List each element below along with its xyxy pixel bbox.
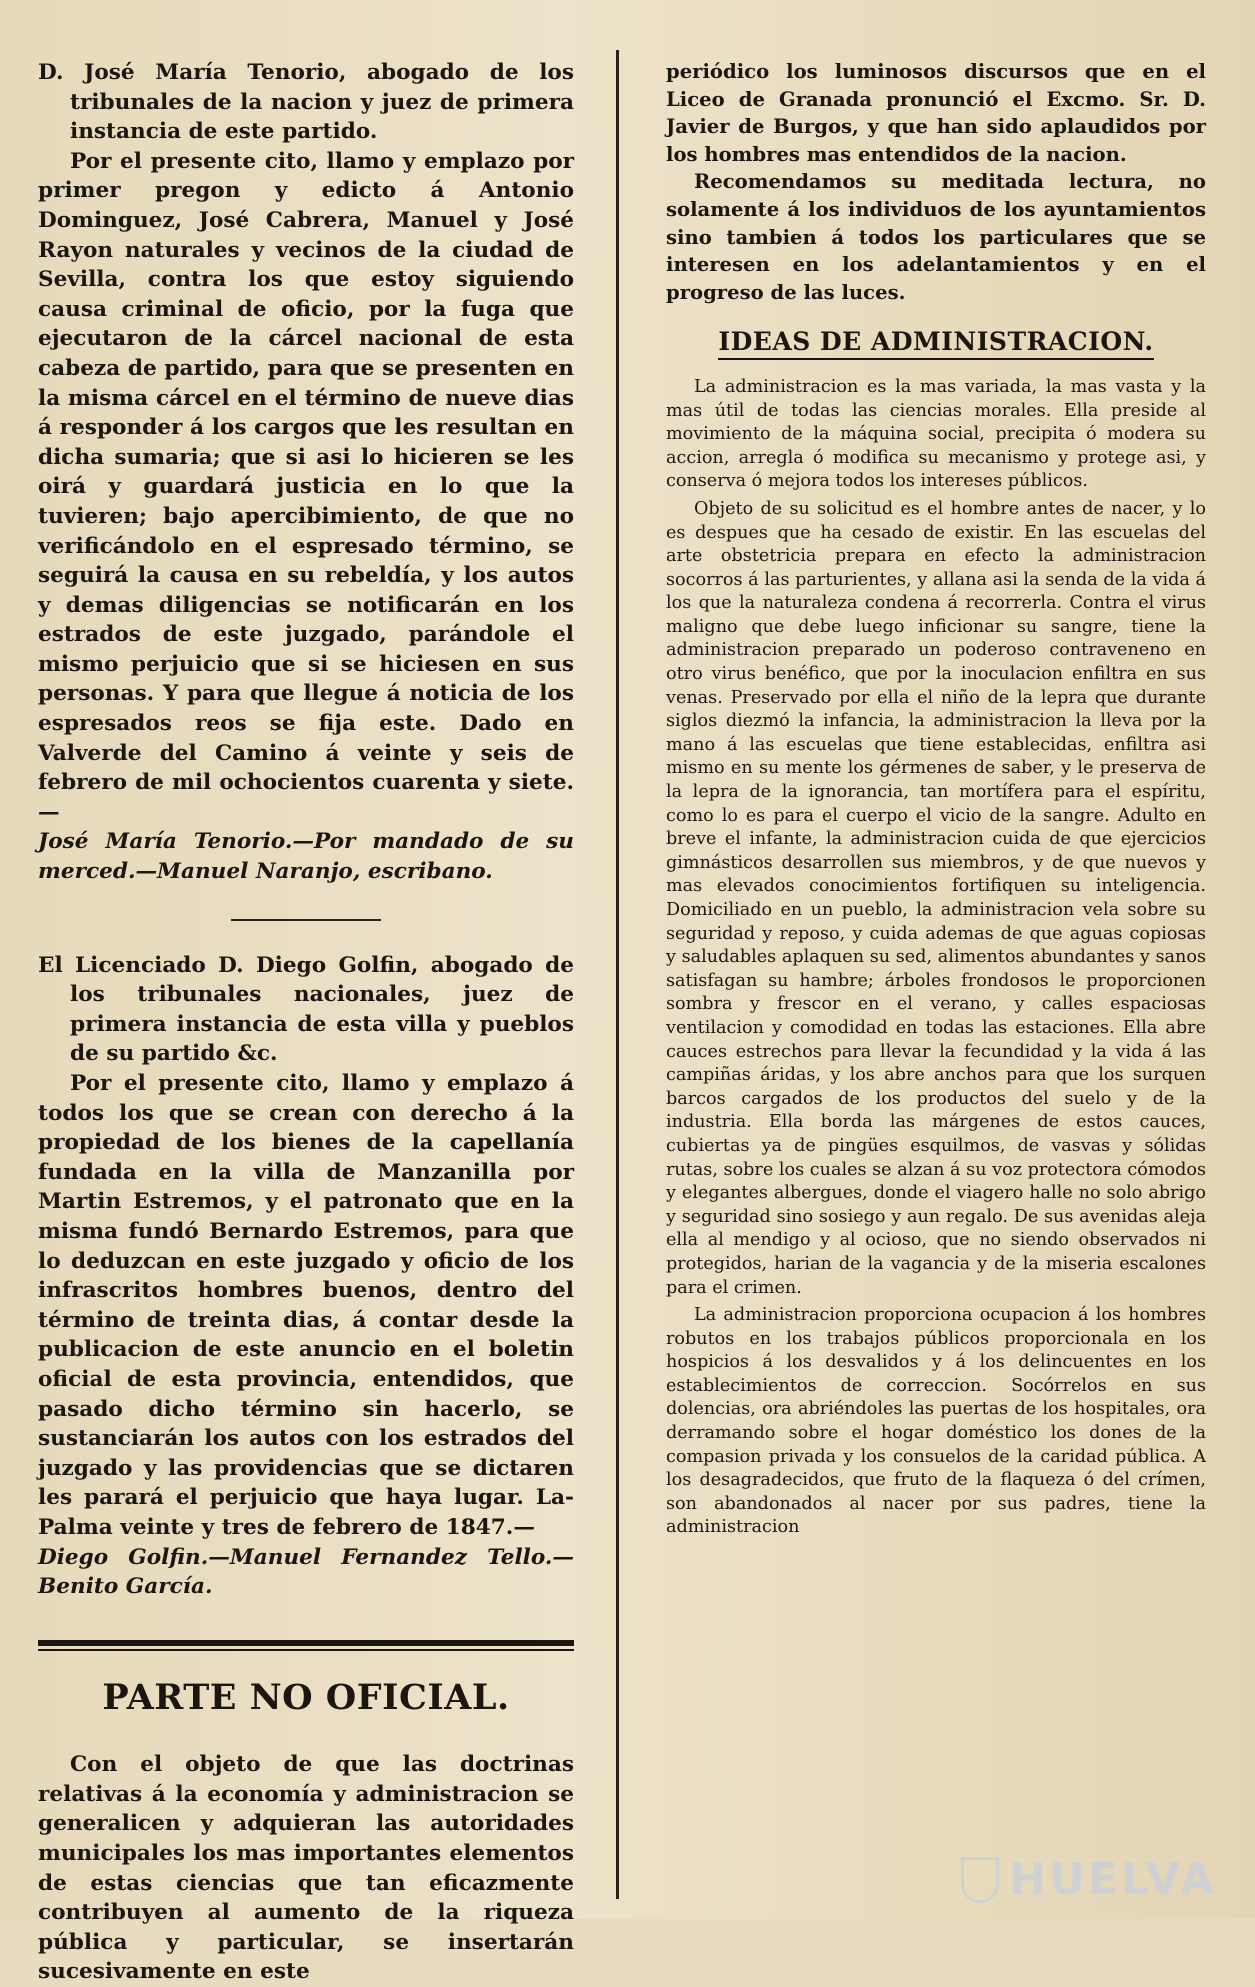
- right-column: [666, 58, 1206, 1899]
- edict-2-body: Por el presente cito, llamo y emplazo á todos los que se crean con derecho á la propiedad de los bienes de la capellanía fundada en la villa de Manzanilla por Martin Estremos, y el patronato que en la misma fundó Bernardo Estremos, para que lo deduzcan en este juzgado y oficio de los infrascritos hombres buenos, dentro del término de treinta dias, á contar desde la publicacion de este anuncio en el boletin oficial de esta provincia, entendidos, que pasado dicho término sin hacerlo, se sustanciarán los autos con los estrados del juzgado y las providencias que se dictaren les parará el perjuicio que haya lugar. La-Palma veinte y tres de febrero de 1847.—: [38, 1071, 574, 1540]
- edict-1-heading: D. José María Tenorio, abogado de los tribunales de la nacion y juez de primera instancia de este partido.: [38, 60, 574, 145]
- column-rule: [616, 50, 619, 1899]
- article-paragraph-1: La administracion es la mas variada, la mas vasta y la mas útil de todas las ciencias morales. Ella preside al movimiento de la máquina social, precipita ó modera su accion, arregla ó modifica su mecanismo y protege asi, y conserva ó mejora todos los intereses públicos.: [666, 376, 1206, 492]
- edict-1-signature: José María Tenorio.—Por mandado de su merced.—Manuel Naranjo, escribano.: [38, 829, 574, 885]
- article-paragraph-3: La administracion proporciona ocupacion á los hombres robutos en los trabajos públicos proporcionala en los hospicios á los desvalidos y á los delincuentes en los establecimientos de correccion. Socórrelos en sus dolencias, ora abriéndoles las puertas de los hospitales, ora derramando sobre el hogar doméstico los dones de la compasion privada y los consuelos de la caridad pública. A los desagradecidos, que fruto de la flaqueza ó del crímen, son abandonados al nacer por sus padres, tiene la administracion: [666, 1305, 1206, 1538]
- archive-watermark: [961, 1854, 1217, 1905]
- double-rule: [38, 1640, 574, 1651]
- coat-of-arms-icon: [961, 1857, 999, 1903]
- section-title: PARTE NO OFICIAL.: [102, 1676, 510, 1718]
- edict-2-signature: Diego Golfin.—Manuel Fernandez Tello.—Benito García.: [38, 1544, 574, 1600]
- article-title-text: IDEAS DE ADMINISTRACION.: [718, 327, 1153, 360]
- edict-1-body: Por el presente cito, llamo y emplazo por primer pregon y edicto á Antonio Dominguez, José Cabrera, Manuel y José Rayon naturales y vecinos de la ciudad de Sevilla, contra los que estoy siguiendo causa criminal de oficio, por la fuga que ejecutaron de la cárcel nacional de esta cabeza de partido, para que se presenten en la misma cárcel en el término de nueve dias á responder á los cargos que les resultan en dicha sumaria; que si asi lo hicieren se les oirá y guardará justicia en lo que la tuvieren; bajo apercibimiento, de que no verificándolo en el espresado término, se seguirá la causa en su rebeldía, y los autos y demas diligencias se notificarán en los estrados de este juzgado, parándole el mismo perjuicio que si se hiciesen en sus personas. Y para que llegue á noticia de los espresados reos se fija este. Dado en Valverde del Camino á veinte y seis de febrero de mil ochocientos cuarenta y siete.—: [38, 148, 574, 825]
- edict-2-heading: El Licenciado D. Diego Golfin, abogado de los tribunales nacionales, juez de primera instancia de esta villa y pueblos de su partido &c.: [38, 952, 574, 1067]
- article-title: [666, 327, 1206, 357]
- section-divider: [231, 919, 381, 921]
- watermark-text: HUELVA: [1009, 1854, 1217, 1905]
- intro-paragraph: Con el objeto de que las doctrinas relativas á la economía y administracion se generalicen y adquieran las autoridades municipales los mas importantes elementos de estas ciencias que tan eficazmente contribuyen al aumento de la riqueza pública y particular, se insertarán sucesivamente en este: [38, 1752, 574, 1985]
- article-paragraph-2: Objeto de su solicitud es el hombre antes de nacer, y lo es despues que ha cesado de existir. En las escuelas del arte obstetricia prepara en efecto la administracion socorros á las parturientes, y allana asi la senda de la vida á los que la naturaleza condena á recorrerla. Contra el virus maligno que debe luego inficionar su sangre, tiene la administracion preparado un poderoso contraveneno en otro virus benéfico, que por la inoculacion enfiltra en sus venas. Preservado por ella el niño de la lepra que durante siglos diezmó la infancia, la administracion la lleva por la mano á las escuelas que tiene establecidas, enfiltra asi mismo en su mente los gérmenes de saber, y le preserva de la lepra de la ignorancia, tan mortífera para el espíritu, como lo es para el cuerpo el vicio de la sangre. Adulto en breve el infante, la administracion cuida de que ejercicios gimnásticos desarrollen sus miembros, y de que nuevos y mas elevados conocimientos fortifiquen su inteligencia. Domiciliado en un pueblo, la administracion vela sobre su seguridad y reposo, y cuida ademas de que aguas copiosas y saludables aplaquen su sed, alimentos abundantes y sanos satisfagan su hambre; árboles frondosos le proporcionen sombra y frescor en el verano, y calles espaciosas ventilacion y comodidad en todas las estaciones. Ella abre cauces estrechos para llevar la fecundidad y la vida á las campiñas áridas, y los abre anchos para que los surquen barcos cargados de los productos del suelo y de la industria. Ella borda las márgenes de estos cauces, cubiertas ya de pingües esquilmos, de vasvas y sólidas rutas, sobre los cuales se alzan á su voz protectora cómodos y elegantes albergues, donde el viagero halle no solo abrigo y seguridad sino sosiego y aun regalo. De sus avenidas aleja ella al mendigo y al ocioso, que no siendo observados ni protegidos, harian de la vagancia y de la miseria escalones para el crimen.: [666, 498, 1206, 1298]
- lead-paragraph-2: Recomendamos su meditada lectura, no solamente á los individuos de los ayuntamientos sino tambien á todos los particulares que se interesen en los adelantamientos y en el progreso de las luces.: [666, 170, 1206, 304]
- lead-paragraph-1: periódico los luminosos discursos que en el Liceo de Granada pronunció el Excmo. Sr. D. Javier de Burgos, y que han sido aplaudidos por los hombres mas entendidos de la nacion.: [666, 60, 1206, 166]
- left-column: [38, 58, 574, 1985]
